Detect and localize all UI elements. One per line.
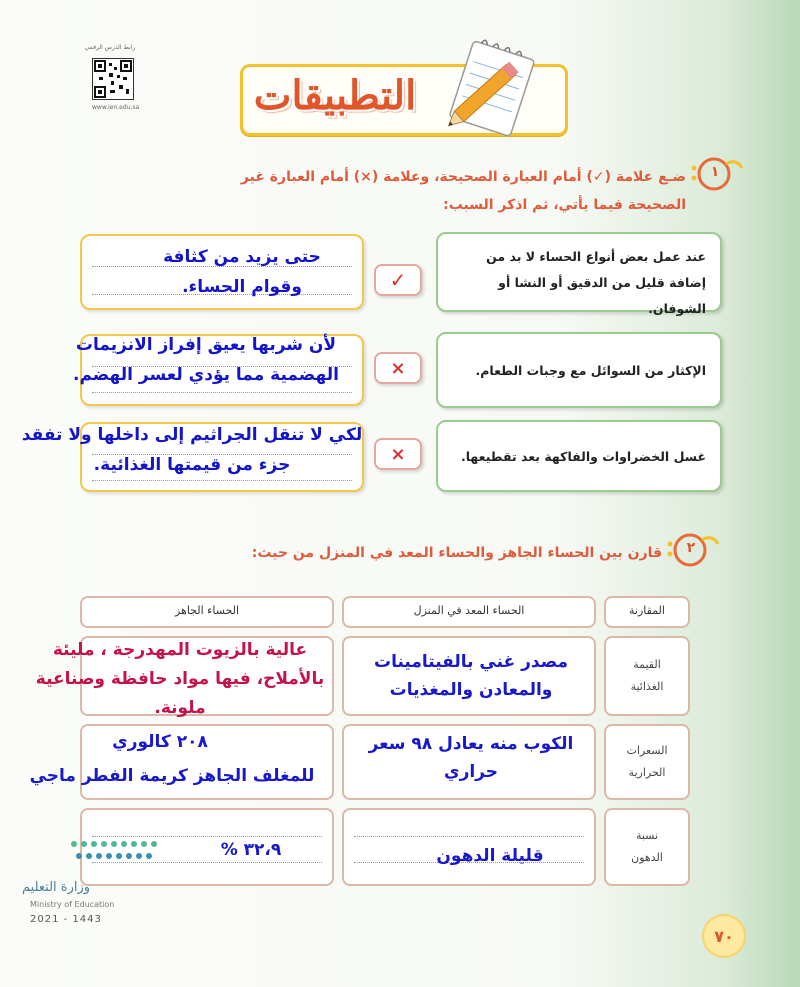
statement-2: الإكثار من السوائل مع وجبات الطعام. <box>436 332 722 408</box>
answer-2-text: لأن شربها يعيق إفراز الانزيمات الهضمية مما يؤدي لعسر الهضم. <box>73 335 339 385</box>
row-label-line1: نسبة <box>635 829 659 842</box>
qr-caption: رابط الدرس الرقمي <box>84 44 136 51</box>
homemade-calories-text: الكوب منه يعادل ٩٨ سعر حراري <box>368 734 574 782</box>
mark-box-1[interactable] <box>374 264 422 296</box>
mark-box-2[interactable] <box>374 352 422 384</box>
row-label-calories <box>604 724 690 800</box>
answer-line <box>92 392 352 393</box>
row-label-line1: القيمة <box>633 658 661 671</box>
row-label-line2: الحرارية <box>628 766 666 779</box>
page-number <box>702 914 746 958</box>
cross-mark-icon: × <box>390 357 406 379</box>
page-title: التطبيقات <box>253 72 417 119</box>
qr-url: www.ien.edu.sa <box>92 104 140 111</box>
ready-nutrition-text: عالية بالزيوت المهدرجة ، مليئة بالأملاح، فيها مواد حافظة وصناعية ملونة. <box>35 640 325 718</box>
header-ready: الحساء الجاهز <box>80 596 334 628</box>
question-1-instruction-line1: ضـع علامة (✓) أمام العبارة الصحيحة، وعلامة (×) أمام العبارة غير <box>240 169 686 185</box>
ministry-name-english: Ministry of Education <box>30 900 115 909</box>
ready-calories-product: للمغلف الجاهز كريمة الفطر ماجي <box>29 766 315 786</box>
answer-line <box>92 480 352 481</box>
row-label-line1: السعرات <box>626 744 668 757</box>
check-mark-icon: ✓ <box>389 268 407 292</box>
answer-1-text: حتى يزيد من كثافة وقوام الحساء. <box>163 247 321 297</box>
question-1-instruction-line2: الصحيحة فيما يأتي، ثم اذكر السبب: <box>443 197 686 213</box>
answer-3-text: لكي لا تنقل الجراثيم إلى داخلها ولا تفقد جزء من قيمتها الغذائية. <box>21 425 363 475</box>
edition-year: 2021 - 1443 <box>30 914 102 925</box>
header-homemade: الحساء المعد في المنزل <box>342 596 596 628</box>
notepad-pencil-icon <box>430 38 540 138</box>
ministry-logo-icon <box>66 834 162 870</box>
statement-1: عند عمل بعض أنواع الحساء لا بد من إضافة قليل من الدقيق أو النشا أو الشوفان. <box>436 232 722 312</box>
homemade-fat-text: قليلة الدهون <box>436 846 544 866</box>
header-comparison: المقارنة <box>604 596 690 628</box>
question-2-instruction: قارن بين الحساء الجاهز والحساء المعد في المنزل من حيث: <box>251 545 662 561</box>
statement-3: غسل الخضراوات والفاكهة بعد تقطيعها. <box>436 420 722 492</box>
answer-line <box>354 836 584 837</box>
ministry-name-arabic: وزارة التعليم <box>22 880 91 895</box>
question-1-number: ١ <box>710 164 720 180</box>
row-label-nutrition <box>604 636 690 716</box>
mark-box-3[interactable] <box>374 438 422 470</box>
homemade-nutrition-text: مصدر غني بالفيتامينات والمعادن والمغذيات <box>374 652 568 700</box>
cross-mark-icon: × <box>390 443 406 465</box>
answer-box-1[interactable] <box>80 234 364 310</box>
question-2-number: ٢ <box>686 540 696 556</box>
ready-fat-text: ٣٢،٩ % <box>220 840 282 860</box>
row-label-line2: الغذائية <box>630 680 664 693</box>
qr-code[interactable] <box>92 58 134 100</box>
page-number-text: ٧٠ <box>714 926 734 946</box>
ready-calories-value: ٢٠٨ كالوري <box>112 732 208 752</box>
row-label-line2: الدهون <box>631 851 663 864</box>
row-label-fat <box>604 808 690 886</box>
